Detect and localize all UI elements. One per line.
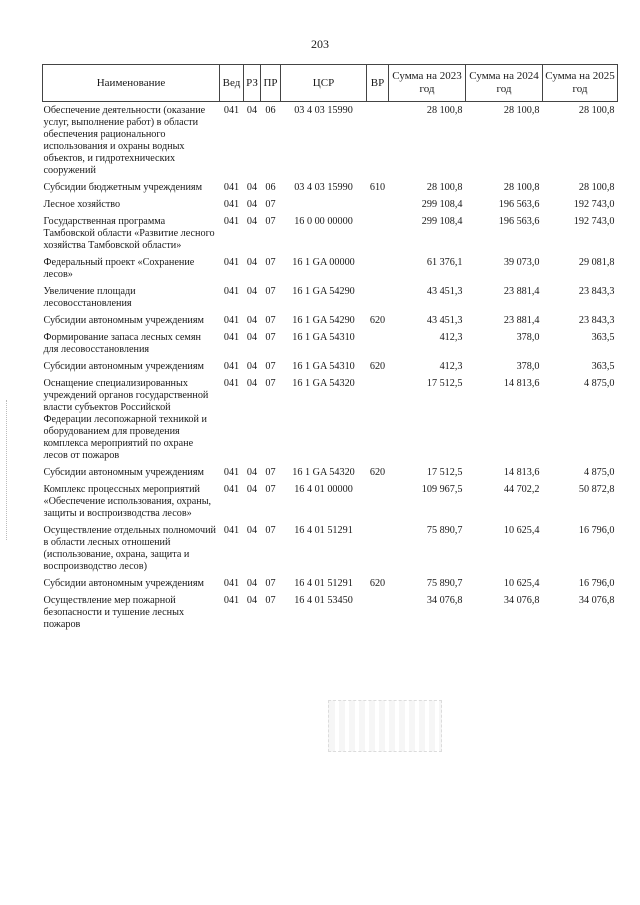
- row-sum-2025: 28 100,8: [578, 105, 615, 116]
- row-vr: [367, 196, 389, 213]
- row-ved: 041: [223, 286, 240, 297]
- table-row: [43, 575, 618, 592]
- row-sum-2024: 14 813,6: [503, 467, 540, 478]
- row-sum-2025: 363,5: [591, 361, 615, 372]
- row-sum-2024: 28 100,8: [503, 182, 540, 193]
- row-ved: 041: [223, 484, 240, 495]
- row-ved: 041: [223, 578, 240, 589]
- row-csr: 16 1 GA 54310: [292, 361, 355, 372]
- row-sum-2024: 34 076,8: [503, 595, 540, 606]
- header-rz: РЗ: [244, 65, 261, 102]
- row-name: Комплекс процессных мероприятий «Обеспечение использования, охраны, защиты и воспроизводства лесов»: [43, 484, 212, 519]
- row-rz: 04: [246, 216, 258, 227]
- row-sum-2024: 378,0: [516, 361, 540, 372]
- row-pr: 07: [265, 378, 276, 389]
- row-ved: 041: [223, 378, 240, 389]
- row-pr: 07: [265, 361, 276, 372]
- row-name: Формирование запаса лесных семян для лесовосстановления: [43, 332, 202, 355]
- row-csr: 16 1 GA 54320: [292, 467, 355, 478]
- row-sum-2025: 23 843,3: [578, 315, 615, 326]
- row-sum-2023: 17 512,5: [426, 378, 463, 389]
- row-csr: 16 4 01 51291: [294, 578, 353, 589]
- row-name: Увеличение площади лесовосстановления: [43, 286, 136, 309]
- row-csr: 16 4 01 51291: [294, 525, 353, 536]
- row-vr: 620: [369, 315, 386, 326]
- row-csr: 03 4 03 15990: [294, 105, 353, 116]
- row-sum-2024: 196 563,6: [498, 216, 540, 227]
- row-sum-2025: 192 743,0: [573, 216, 615, 227]
- row-sum-2023: 34 076,8: [426, 595, 463, 606]
- budget-table: [42, 64, 618, 633]
- table-row: [43, 329, 618, 358]
- faded-stamp: [328, 700, 442, 752]
- row-csr: 16 1 GA 54320: [292, 378, 355, 389]
- row-pr: 07: [265, 199, 276, 210]
- row-name: Субсидии автономным учреждениям: [43, 467, 204, 478]
- row-rz: 04: [246, 182, 258, 193]
- row-rz: 04: [246, 286, 258, 297]
- row-sum-2025: 4 875,0: [583, 467, 615, 478]
- row-sum-2024: 10 625,4: [503, 578, 540, 589]
- row-sum-2023: 61 376,1: [426, 257, 463, 268]
- row-ved: 041: [223, 182, 240, 193]
- row-sum-2024: 196 563,6: [498, 199, 540, 210]
- row-name: Субсидии автономным учреждениям: [43, 361, 204, 372]
- row-pr: 07: [265, 525, 276, 536]
- table-row: [43, 196, 618, 213]
- row-sum-2023: 299 108,4: [421, 199, 463, 210]
- row-sum-2023: 28 100,8: [426, 105, 463, 116]
- row-name: Федеральный проект «Сохранение лесов»: [43, 257, 195, 280]
- row-vr: 620: [369, 578, 386, 589]
- row-ved: 041: [223, 216, 240, 227]
- row-csr: 03 4 03 15990: [294, 182, 353, 193]
- row-sum-2025: 23 843,3: [578, 286, 615, 297]
- row-rz: 04: [246, 199, 258, 210]
- row-pr: 07: [265, 286, 276, 297]
- header-ved: Вед: [220, 65, 244, 102]
- row-rz: 04: [246, 361, 258, 372]
- row-sum-2024: 378,0: [516, 332, 540, 343]
- row-name: Обеспечение деятельности (оказание услуг, выполнение работ) в области обеспечения рационального использования и охраны водных объектов, и гидротехнических сооружений: [43, 105, 206, 176]
- row-rz: 04: [246, 578, 258, 589]
- row-sum-2025: 16 796,0: [578, 525, 615, 536]
- row-vr: [367, 329, 389, 358]
- page-number: 203: [311, 37, 329, 51]
- row-pr: 07: [265, 257, 276, 268]
- row-vr: [367, 592, 389, 633]
- row-vr: [367, 254, 389, 283]
- row-rz: 04: [246, 257, 258, 268]
- row-sum-2025: 34 076,8: [578, 595, 615, 606]
- row-sum-2025: 4 875,0: [583, 378, 615, 389]
- table-row: [43, 213, 618, 254]
- row-name: Осуществление отдельных полномочий в области лесных отношений (использование, охрана, защита и воспроизводство лесов): [43, 525, 216, 572]
- row-rz: 04: [246, 315, 258, 326]
- row-pr: 06: [265, 182, 276, 193]
- row-ved: 041: [223, 199, 240, 210]
- row-pr: 07: [265, 484, 276, 495]
- row-sum-2025: 50 872,8: [578, 484, 615, 495]
- row-vr: 620: [369, 361, 386, 372]
- row-pr: 07: [265, 578, 276, 589]
- row-sum-2023: 109 967,5: [421, 484, 463, 495]
- row-sum-2024: 23 881,4: [503, 286, 540, 297]
- row-sum-2024: 28 100,8: [503, 105, 540, 116]
- table-row: [43, 522, 618, 575]
- row-sum-2025: 192 743,0: [573, 199, 615, 210]
- row-ved: 041: [223, 595, 240, 606]
- header-pr: ПР: [261, 65, 281, 102]
- row-ved: 041: [223, 257, 240, 268]
- table-row: [43, 481, 618, 522]
- row-pr: 07: [265, 332, 276, 343]
- row-sum-2023: 75 890,7: [426, 578, 463, 589]
- row-name: Субсидии бюджетным учреждениям: [43, 182, 203, 193]
- header-sum-2023: Сумма на 2023 год: [389, 65, 466, 102]
- row-ved: 041: [223, 315, 240, 326]
- row-sum-2023: 43 451,3: [426, 286, 463, 297]
- row-ved: 041: [223, 105, 240, 116]
- row-vr: [367, 102, 389, 180]
- row-sum-2024: 14 813,6: [503, 378, 540, 389]
- table-row: [43, 283, 618, 312]
- row-ved: 041: [223, 467, 240, 478]
- table-row: [43, 464, 618, 481]
- row-sum-2023: 17 512,5: [426, 467, 463, 478]
- table-header-row: [43, 65, 618, 102]
- row-sum-2024: 39 073,0: [503, 257, 540, 268]
- table-row: [43, 592, 618, 633]
- row-rz: 04: [246, 467, 258, 478]
- table-row: [43, 312, 618, 329]
- margin-mark: [6, 400, 8, 540]
- row-rz: 04: [246, 105, 258, 116]
- row-name: Осуществление мер пожарной безопасности и тушение лесных пожаров: [43, 595, 185, 630]
- row-pr: 07: [265, 315, 276, 326]
- row-ved: 041: [223, 332, 240, 343]
- row-csr: 16 1 GA 54290: [292, 315, 355, 326]
- row-vr: [367, 213, 389, 254]
- row-rz: 04: [246, 332, 258, 343]
- row-csr: 16 4 01 00000: [294, 484, 353, 495]
- table-row: [43, 254, 618, 283]
- header-csr: ЦСР: [281, 65, 367, 102]
- header-sum-2024: Сумма на 2024 год: [466, 65, 543, 102]
- row-vr: [367, 522, 389, 575]
- row-rz: 04: [246, 595, 258, 606]
- table-row: [43, 102, 618, 180]
- table-row: [43, 358, 618, 375]
- row-vr: [367, 481, 389, 522]
- row-sum-2023: 43 451,3: [426, 315, 463, 326]
- row-vr: [367, 283, 389, 312]
- row-csr: 16 1 GA 54290: [292, 286, 355, 297]
- row-name: Субсидии автономным учреждениям: [43, 578, 204, 589]
- row-csr: 16 0 00 00000: [294, 216, 353, 227]
- row-pr: 07: [265, 595, 276, 606]
- row-sum-2023: 299 108,4: [421, 216, 463, 227]
- row-csr: [281, 196, 367, 213]
- table-row: [43, 179, 618, 196]
- row-sum-2025: 363,5: [591, 332, 615, 343]
- row-sum-2023: 28 100,8: [426, 182, 463, 193]
- row-ved: 041: [223, 525, 240, 536]
- row-csr: 16 1 GA 00000: [292, 257, 355, 268]
- row-sum-2025: 29 081,8: [578, 257, 615, 268]
- header-name: Наименование: [43, 65, 220, 102]
- row-rz: 04: [246, 378, 258, 389]
- table-body: [43, 102, 618, 634]
- row-pr: 07: [265, 216, 276, 227]
- row-sum-2023: 75 890,7: [426, 525, 463, 536]
- row-vr: 610: [369, 182, 386, 193]
- row-sum-2023: 412,3: [439, 332, 463, 343]
- row-csr: 16 1 GA 54310: [292, 332, 355, 343]
- row-pr: 07: [265, 467, 276, 478]
- row-pr: 06: [265, 105, 276, 116]
- row-rz: 04: [246, 525, 258, 536]
- row-name: Субсидии автономным учреждениям: [43, 315, 204, 326]
- row-sum-2024: 23 881,4: [503, 315, 540, 326]
- row-name: Оснащение специализированных учреждений органов государственной власти субъектов Российской Федерации лесопожарной техникой и оборудованием для проведения комплекса мероприятий по охране лесов от пожаров: [43, 378, 209, 461]
- header-vr: ВР: [367, 65, 389, 102]
- header-sum-2025: Сумма на 2025 год: [543, 65, 618, 102]
- row-sum-2025: 16 796,0: [578, 578, 615, 589]
- row-rz: 04: [246, 484, 258, 495]
- row-ved: 041: [223, 361, 240, 372]
- row-sum-2023: 412,3: [439, 361, 463, 372]
- row-name: Государственная программа Тамбовской области «Развитие лесного хозяйства Тамбовской области»: [43, 216, 215, 251]
- row-sum-2024: 10 625,4: [503, 525, 540, 536]
- row-vr: 620: [369, 467, 386, 478]
- row-vr: [367, 375, 389, 464]
- table-row: [43, 375, 618, 464]
- row-sum-2025: 28 100,8: [578, 182, 615, 193]
- row-name: Лесное хозяйство: [43, 199, 121, 210]
- row-sum-2024: 44 702,2: [503, 484, 540, 495]
- row-csr: 16 4 01 53450: [294, 595, 353, 606]
